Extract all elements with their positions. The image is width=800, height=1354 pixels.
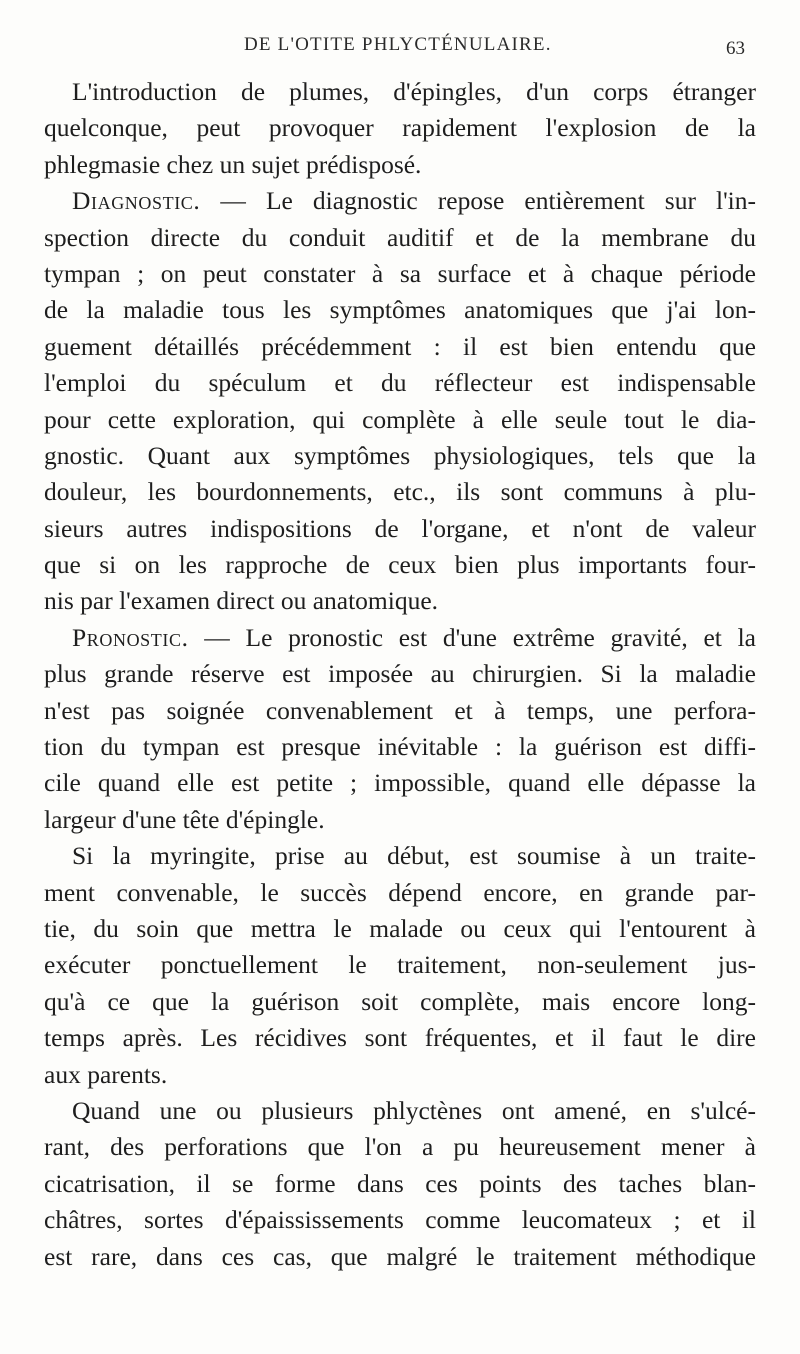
text-line	[44, 911, 756, 947]
line-text: ment convenable, le succès dépend encore, en grande par-	[44, 877, 756, 907]
text-line	[44, 365, 756, 401]
line-text: plus grande réserve est imposée au chirurgien. Si la maladie	[44, 659, 756, 689]
line-text: de la maladie tous les symptômes anatomiques que j'ai lon-	[44, 295, 756, 325]
running-head	[0, 32, 800, 62]
line-text: pour cette exploration, qui complète à elle seule tout le dia-	[44, 404, 756, 434]
line-text: aux parents.	[44, 1059, 168, 1089]
line-text: — Le pronostic est d'une extrême gravité, et la	[188, 622, 756, 652]
line-text: cile quand elle est petite ; impossible, quand elle dépasse la	[44, 768, 756, 798]
line-text: L'introduction de plumes, d'épingles, d'un corps étranger	[72, 77, 756, 106]
line-text: guement détaillés précédemment : il est bien entendu que	[44, 331, 756, 361]
text-line	[44, 1166, 756, 1202]
text-line	[44, 1057, 756, 1093]
line-text: est rare, dans ces cas, que malgré le traitement méthodique	[44, 1241, 756, 1271]
line-text: nis par l'examen direct ou anatomique.	[44, 586, 439, 616]
text-line	[44, 583, 756, 619]
text-line	[44, 547, 756, 583]
text-line	[44, 256, 756, 292]
line-text: tion du tympan est presque inévitable : la guérison est diffi-	[44, 732, 756, 762]
line-text: — Le diagnostic repose entièrement sur l'in-	[200, 186, 756, 216]
section-heading: Diagnostic.	[72, 186, 201, 216]
text-line	[44, 402, 756, 438]
line-text: que si on les rapproche de ceux bien plus importants four-	[44, 550, 756, 580]
text-line	[44, 620, 756, 656]
line-text: rant, des perforations que l'on a pu heureusement mener à	[44, 1132, 756, 1162]
text-line	[44, 1020, 756, 1056]
text-line	[44, 656, 756, 692]
line-text: sieurs autres indispositions de l'organe, et n'ont de valeur	[44, 513, 756, 543]
text-line	[44, 765, 756, 801]
text-line	[44, 292, 756, 328]
line-text: exécuter ponctuellement le traitement, non-seulement jus-	[44, 950, 756, 980]
line-text: Si la myringite, prise au début, est soumise à un traite-	[72, 841, 756, 871]
line-text: spection directe du conduit auditif et de la membrane du	[44, 222, 756, 252]
line-text: tympan ; on peut constater à sa surface et à chaque période	[44, 258, 756, 288]
page-number: 63	[726, 38, 745, 59]
text-line	[44, 729, 756, 765]
line-text: douleur, les bourdonnements, etc., ils sont communs à plu-	[44, 477, 756, 507]
text-line	[44, 802, 756, 838]
line-text: gnostic. Quant aux symptômes physiologiques, tels que la	[44, 440, 756, 470]
text-line	[44, 474, 756, 510]
line-text: qu'à ce que la guérison soit complète, mais encore long-	[44, 986, 756, 1016]
line-text: cicatrisation, il se forme dans ces points des taches blan-	[44, 1168, 756, 1198]
text-line	[44, 74, 756, 110]
text-line	[44, 947, 756, 983]
text-line	[44, 1093, 756, 1129]
text-line	[44, 511, 756, 547]
line-text: l'emploi du spéculum et du réflecteur est indispensable	[44, 368, 756, 398]
text-line	[44, 1239, 756, 1275]
text-line	[44, 147, 756, 183]
line-text: châtres, sortes d'épaississements comme leucomateux ; et il	[44, 1205, 756, 1235]
line-text: n'est pas soignée convenablement et à temps, une perfora-	[44, 695, 756, 725]
text-line	[44, 838, 756, 874]
line-text: largeur d'une tête d'épingle.	[44, 804, 325, 834]
text-line	[44, 220, 756, 256]
running-title: DE L'OTITE PHLYCTÉNULAIRE.	[244, 34, 552, 55]
text-line	[44, 693, 756, 729]
line-text: Quand une ou plusieurs phlyctènes ont amené, en s'ulcé-	[72, 1095, 756, 1125]
text-line	[44, 875, 756, 911]
line-text: quelconque, peut provoquer rapidement l'explosion de la	[44, 113, 756, 143]
text-line	[44, 329, 756, 365]
line-text: temps après. Les récidives sont fréquentes, et il faut le dire	[44, 1023, 756, 1053]
line-text: phlegmasie chez un sujet prédisposé.	[44, 149, 422, 179]
text-line	[44, 1202, 756, 1238]
text-line	[44, 183, 756, 219]
text-line	[44, 110, 756, 146]
text-line	[44, 1129, 756, 1165]
text-line	[44, 984, 756, 1020]
section-heading: Pronostic.	[72, 622, 189, 652]
line-text: tie, du soin que mettra le malade ou ceux qui l'entourent à	[44, 913, 756, 943]
text-line	[44, 438, 756, 474]
body-text	[44, 74, 756, 1275]
